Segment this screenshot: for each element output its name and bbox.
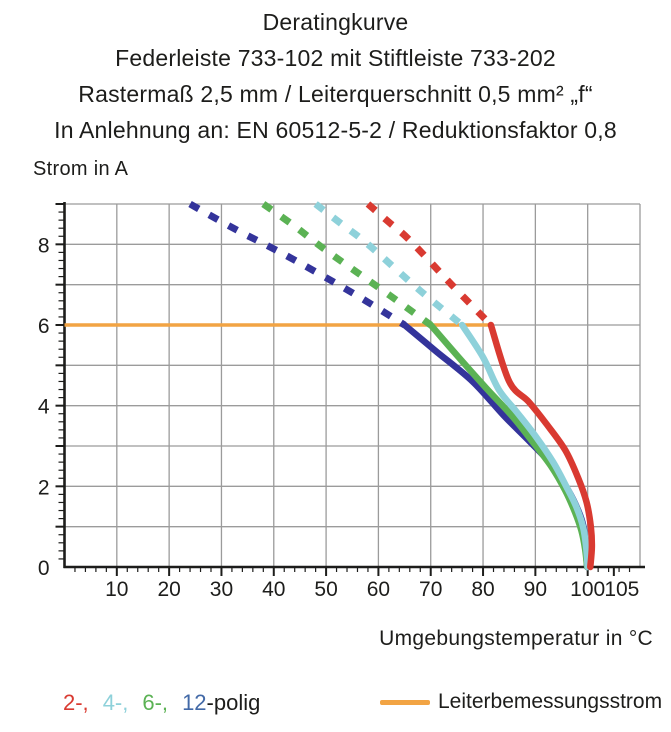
rated-current-label: Leiterbemessungsstrom [438,690,663,713]
legend-suffix-polig: -polig [206,690,261,715]
rated-current-swatch [380,700,430,705]
svg-text:50: 50 [314,578,338,601]
legend-item-2polig: 2-, [63,690,89,715]
svg-text:8: 8 [37,234,50,258]
svg-text:100: 100 [570,578,606,601]
x-axis-title: Umgebungstemperatur in °C [379,627,653,650]
svg-text:6: 6 [37,315,50,338]
legend-item-4polig: 4-, [102,690,129,715]
svg-text:90: 90 [523,578,548,601]
chart-title-line3: Rastermaß 2,5 mm / Leiterquerschnitt 0,5 mm² „f“ [78,81,593,107]
svg-text:30: 30 [209,578,234,601]
svg-text:10: 10 [105,578,129,601]
svg-text:20: 20 [157,578,181,601]
svg-text:105: 105 [604,578,640,601]
svg-text:40: 40 [262,578,286,601]
svg-text:0: 0 [37,557,50,580]
legend-item-6polig: 6-, [142,690,169,715]
chart-title-line1: Deratingkurve [262,9,409,35]
chart-title-line4: In Anlehnung an: EN 60512-5-2 / Reduktionsfaktor 0,8 [54,117,617,143]
chart-title-line2: Federleiste 733-102 mit Stiftleiste 733-202 [115,45,556,71]
pole-legend [63,690,260,716]
svg-text:80: 80 [471,578,495,601]
y-axis-title: Strom in A [33,158,129,180]
svg-text:60: 60 [366,578,391,601]
rated-current-legend [380,690,662,714]
svg-text:70: 70 [419,578,443,601]
svg-text:4: 4 [37,395,50,419]
svg-text:2: 2 [37,476,50,500]
legend-item-12polig: 12 [182,690,207,715]
